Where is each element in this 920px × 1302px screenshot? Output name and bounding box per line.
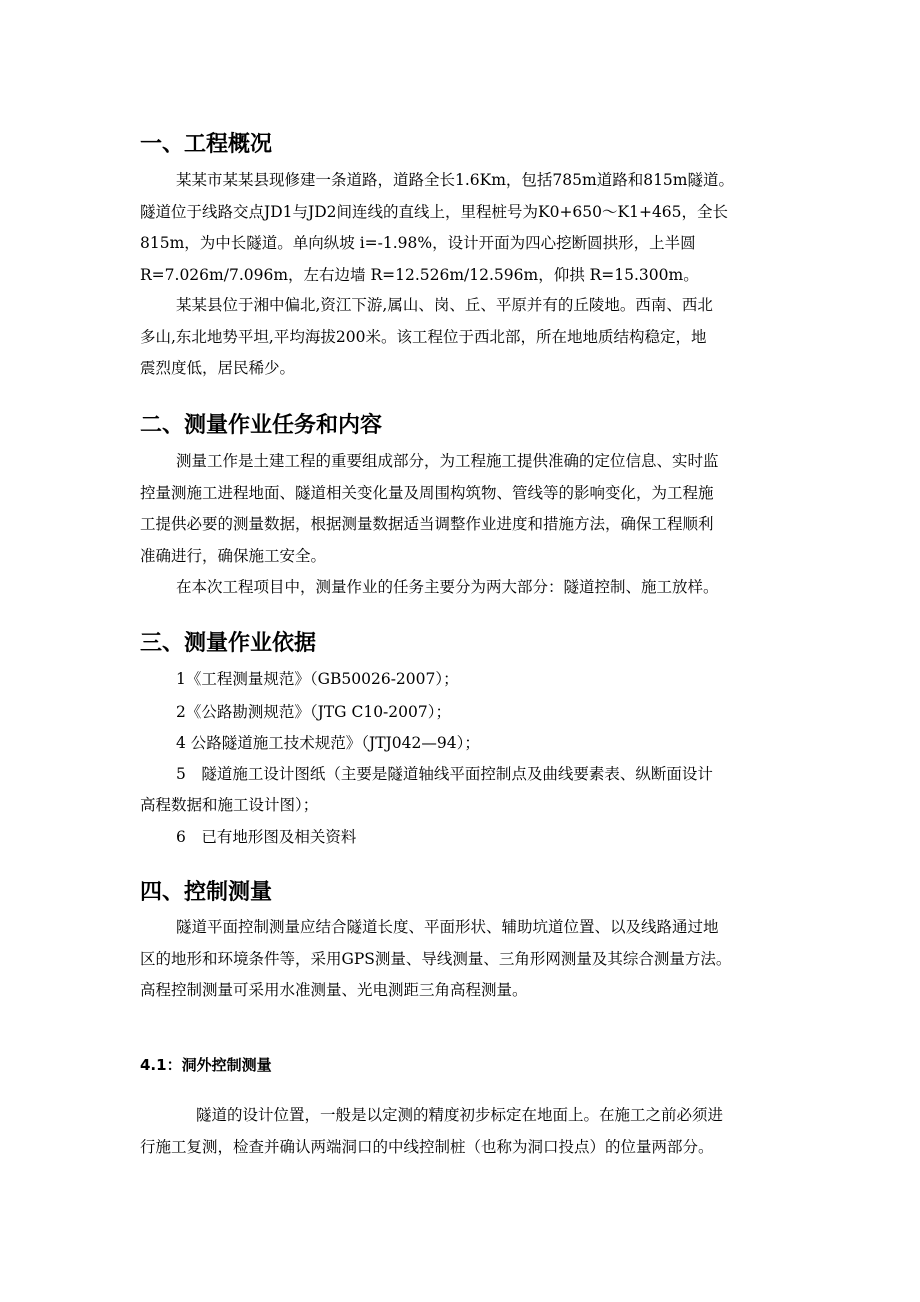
text-line: 准确进行，确保施工安全。 xyxy=(140,546,327,565)
section-1-paragraph-1 xyxy=(140,165,830,291)
text-line: 工提供必要的测量数据，根据测量数据适当调整作业进度和措施方法，确保工程顺利 xyxy=(140,515,714,533)
section-1-paragraph-2 xyxy=(140,290,830,385)
reference-item-2: 2《公路勘测规范》（JTG C10-2007）； xyxy=(176,703,451,721)
reference-item-1: 1《工程测量规范》（GB50026-2007）； xyxy=(176,670,459,688)
section-4-title: 四、控制测量 xyxy=(140,880,273,905)
reference-item-5: 5 隧道施工设计图纸（主要是隧道轴线平面控制点及曲线要素表、纵断面设计 xyxy=(176,765,713,783)
reference-item-4: 4 公路隧道施工技术规范》（JTJ042—94）； xyxy=(176,734,480,752)
text-line: R=7.026m/7.096m，左右边墙 R=12.526m/12.596m，仰拱 R=15.300m。 xyxy=(140,265,699,284)
text-line: 815m，为中长隧道。单向纵坡 i=-1.98%，设计开面为四心挖断圆拱形，上半圆 xyxy=(140,234,696,252)
text-line: 隧道平面控制测量应结合隧道长度、平面形状、辅助坑道位置、以及线路通过地 xyxy=(176,918,719,936)
subsection-4-1-title: 4.1：洞外控制测量 xyxy=(140,1056,272,1074)
section-2-paragraph-2 xyxy=(140,572,830,604)
text-line: 在本次工程项目中，测量作业的任务主要分为两大部分：隧道控制、施工放样。 xyxy=(176,578,719,596)
section-2-paragraph-1 xyxy=(140,446,830,572)
text-line: 测量工作是土建工程的重要组成部分，为工程施工提供准确的定位信息、实时监 xyxy=(176,452,719,470)
section-3-title: 三、测量作业依据 xyxy=(140,631,317,656)
reference-item-6: 6 已有地形图及相关资料 xyxy=(176,828,357,846)
text-line: 某某市某某县现修建一条道路，道路全长1.6Km，包括785m道路和815m隧道。 xyxy=(176,171,734,189)
text-line: 隧道的设计位置，一般是以定测的精度初步标定在地面上。在施工之前必须进 xyxy=(196,1106,724,1124)
text-line: 震烈度低，居民稀少。 xyxy=(140,359,296,377)
text-line: 隧道位于线路交点JD1与JD2间连线的直线上，里程桩号为K0+650～K1+465，全长 xyxy=(140,202,729,221)
text-line: 行施工复测，检查并确认两端洞口的中线控制桩（也称为洞口投点）的位量两部分。 xyxy=(140,1137,714,1156)
text-line: 多山,东北地势平坦,平均海拔200米。该工程位于西北部，所在地地质结构稳定，地 xyxy=(140,327,707,346)
section-4-paragraph-1 xyxy=(140,912,830,1007)
text-line: 某某县位于湘中偏北,资江下游,属山、岗、丘、平原并有的丘陵地。西南、西北 xyxy=(176,296,713,314)
text-line: 区的地形和环境条件等，采用GPS测量、导线测量、三角形网测量及其综合测量方法。 xyxy=(140,949,732,968)
section-1-title: 一、工程概况 xyxy=(140,132,273,157)
section-2-title: 二、测量作业任务和内容 xyxy=(140,413,383,438)
reference-item-5-continued: 高程数据和施工设计图）； xyxy=(140,796,319,814)
subsection-4-1-paragraph xyxy=(140,1100,830,1163)
text-line: 控量测施工进程地面、隧道相关变化量及周围构筑物、管线等的影响变化，为工程施 xyxy=(140,483,714,502)
text-line: 高程控制测量可采用水准测量、光电测距三角高程测量。 xyxy=(140,981,528,999)
